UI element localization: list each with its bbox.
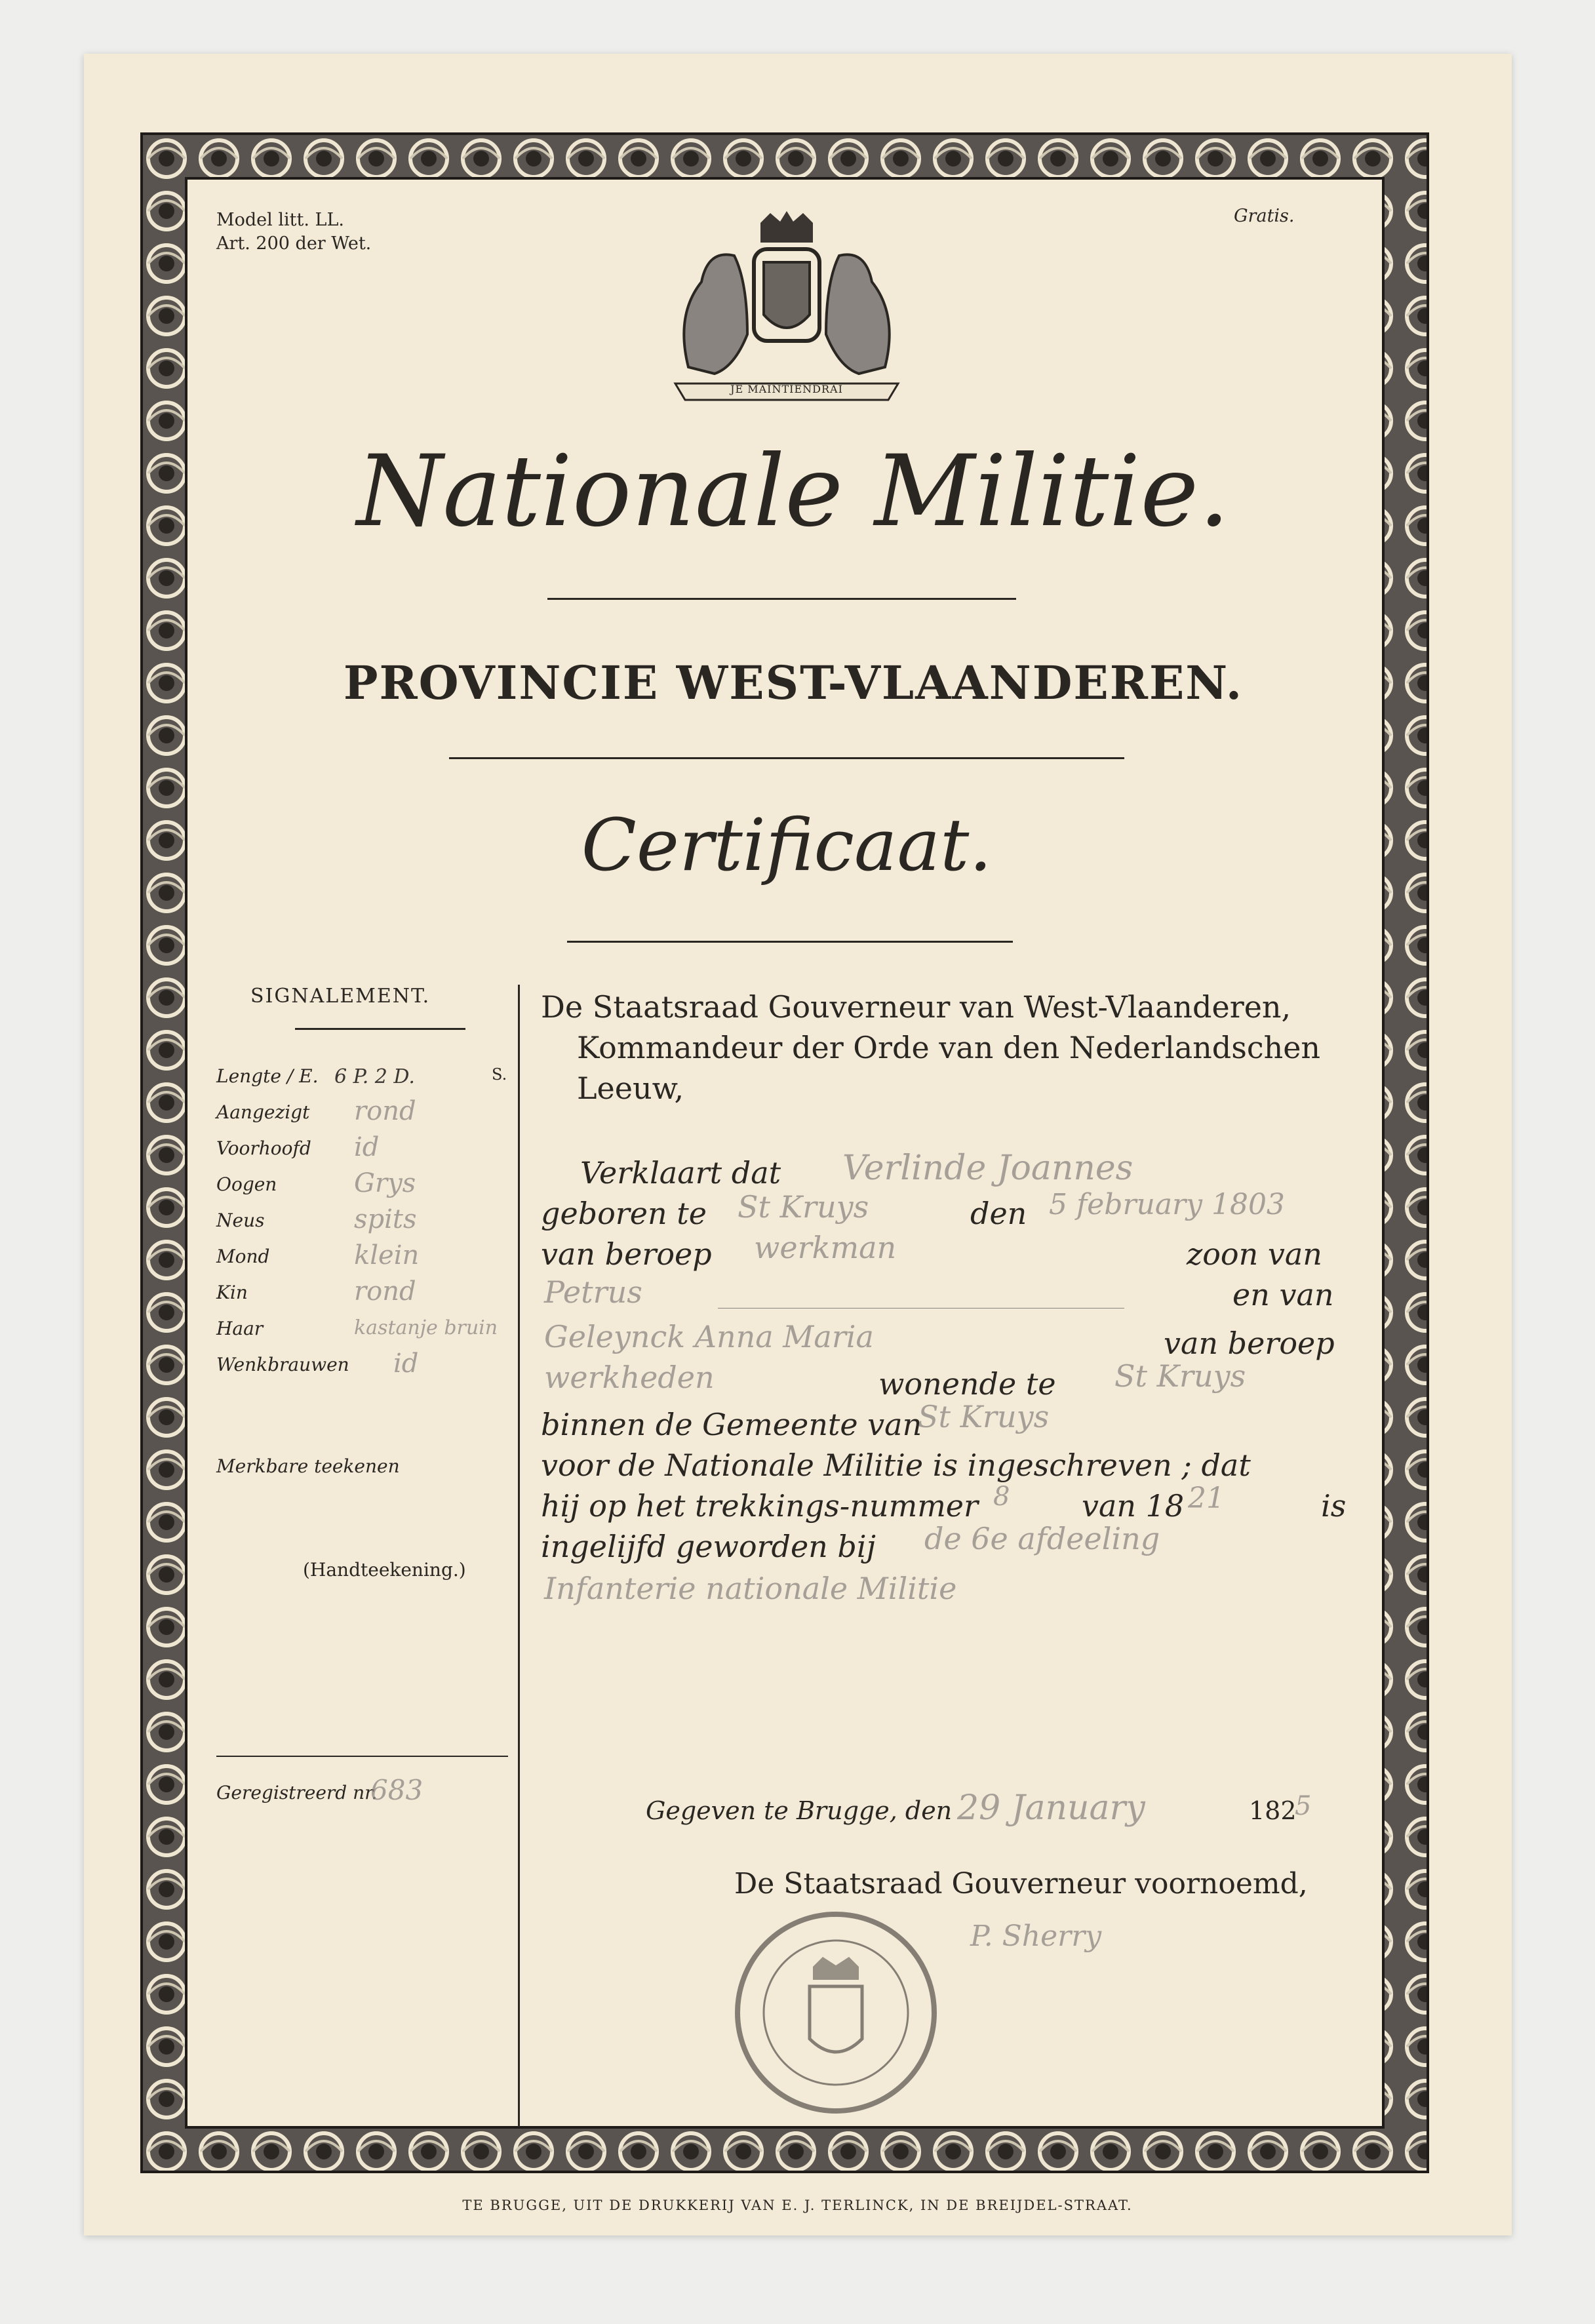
certificaat-heading: Certificaat.: [581, 803, 993, 887]
row-label: Aangezigt: [216, 1101, 310, 1123]
official-seal-stamp: [728, 1908, 944, 2117]
signalement-heading: SIGNALEMENT.: [250, 985, 431, 1008]
mother-handwritten: Geleynck Anna Maria: [544, 1319, 874, 1354]
van-jaar-label: van 18: [1082, 1488, 1185, 1524]
gratis-label: Gratis.: [1234, 206, 1295, 226]
row-suffix: S.: [492, 1065, 507, 1084]
province-heading: PROVINCIE WEST-VLAANDEREN.: [343, 656, 1244, 710]
unit-handwritten: de 6e afdeeling: [924, 1521, 1160, 1556]
gemeente-handwritten: St Kruys: [918, 1399, 1050, 1434]
wonende-label: wonende te: [878, 1366, 1056, 1402]
row-label: Oogen: [216, 1173, 277, 1195]
model-text-line1: Model litt. LL.: [216, 210, 344, 230]
issue-year-handwritten: 5: [1295, 1791, 1312, 1821]
title-nationale-militie: Nationale Militie.: [357, 435, 1230, 549]
den-label: den: [970, 1196, 1027, 1231]
intro-line2: Kommandeur der Orde van den Nederlandschen: [577, 1030, 1321, 1065]
intro-line1: De Staatsraad Gouverneur van West-Vlaanderen,: [541, 989, 1291, 1025]
signalement-row-neus: [216, 1204, 417, 1234]
signalement-row-lengte: [216, 1065, 507, 1088]
mother-occupation-handwritten: werkheden: [544, 1360, 715, 1395]
trekkings-nummer-label: hij op het trekkings-nummer: [541, 1488, 979, 1524]
row-label: Mond: [216, 1246, 270, 1267]
gemeente-label: binnen de Gemeente van: [541, 1407, 922, 1442]
column-divider: [518, 985, 520, 2127]
issue-date-handwritten: 29 January: [957, 1788, 1145, 1828]
ingelijfd-label: ingelijfd geworden bij: [541, 1529, 876, 1564]
motto-ribbon: JE MAINTIENDRAI: [730, 383, 843, 395]
issue-year-print: 182: [1249, 1796, 1297, 1825]
signalement-row-aangezigt: [216, 1096, 416, 1126]
signalement-row-voorhoofd: [216, 1132, 380, 1162]
row-value: spits: [354, 1204, 417, 1234]
residence-handwritten: St Kruys: [1114, 1358, 1246, 1394]
closing-line: De Staatsraad Gouverneur voornoemd,: [734, 1867, 1308, 1901]
name-handwritten: Verlinde Joannes: [842, 1149, 1133, 1188]
registered-number: 683: [370, 1774, 423, 1806]
title-divider: [547, 598, 1016, 600]
row-label: Lengte / E.: [216, 1065, 319, 1087]
row-label: Haar: [216, 1318, 264, 1339]
model-text-line2: Art. 200 der Wet.: [216, 233, 372, 254]
row-value: id: [354, 1132, 380, 1162]
unit-handwritten-line2: Infanterie nationale Militie: [544, 1571, 957, 1606]
birthdate-handwritten: 5 february 1803: [1049, 1188, 1285, 1221]
ingeschreven-line: voor de Nationale Militie is ingeschreven ; dat: [541, 1448, 1251, 1483]
row-value: rond: [354, 1096, 416, 1126]
signalement-row-oogen: [216, 1168, 416, 1198]
printer-imprint: TE BRUGGE, UIT DE DRUKKERIJ VAN E. J. TERLINCK, IN DE BREIJDEL-STRAAT.: [462, 2197, 1133, 2213]
occupation-handwritten: werkman: [754, 1230, 897, 1265]
signalement-row-wenkbrauwen: [216, 1349, 419, 1379]
registered-divider: [216, 1756, 508, 1757]
signalement-row-haar: [216, 1316, 498, 1339]
row-label: Kin: [216, 1282, 248, 1303]
trekkings-handwritten: 8: [993, 1482, 1010, 1512]
signalement-divider: [295, 1028, 465, 1030]
beroep-label: van beroep: [541, 1236, 712, 1272]
is-label: is: [1321, 1488, 1347, 1524]
geboren-label: geboren te: [541, 1196, 707, 1231]
gegeven-label: Gegeven te Brugge, den: [646, 1796, 953, 1825]
signalement-row-kin: [216, 1276, 416, 1307]
row-value: Grys: [354, 1168, 416, 1198]
van-beroep-label: van beroep: [1164, 1326, 1335, 1361]
row-value: rond: [354, 1276, 416, 1307]
registered-label: Geregistreerd nr.: [216, 1782, 378, 1803]
zoon-van-label: zoon van: [1187, 1236, 1322, 1272]
signalement-row-mond: [216, 1240, 420, 1270]
row-value: kastanje bruin: [354, 1316, 498, 1339]
row-value: 6 P. 2 D.: [334, 1065, 415, 1088]
intro-line3: Leeuw,: [577, 1071, 684, 1106]
province-divider: [449, 757, 1124, 759]
year-handwritten: 21: [1188, 1482, 1225, 1515]
en-van-label: en van: [1232, 1277, 1334, 1312]
certificaat-divider: [567, 941, 1013, 943]
row-label: Wenkbrauwen: [216, 1354, 349, 1375]
governor-signature: P. Sherry: [970, 1920, 1102, 1953]
row-value: klein: [354, 1240, 420, 1270]
father-dash: [718, 1308, 1124, 1309]
birthplace-handwritten: St Kruys: [738, 1189, 869, 1225]
verklaart-label: Verklaart dat: [580, 1155, 781, 1191]
row-value: id: [393, 1349, 419, 1379]
merkbare-teekenen-label: Merkbare teekenen: [216, 1455, 400, 1477]
handteekening-label: (Handteekening.): [303, 1559, 466, 1581]
father-handwritten: Petrus: [544, 1274, 642, 1310]
row-label: Voorhoofd: [216, 1137, 311, 1159]
row-label: Neus: [216, 1210, 265, 1231]
